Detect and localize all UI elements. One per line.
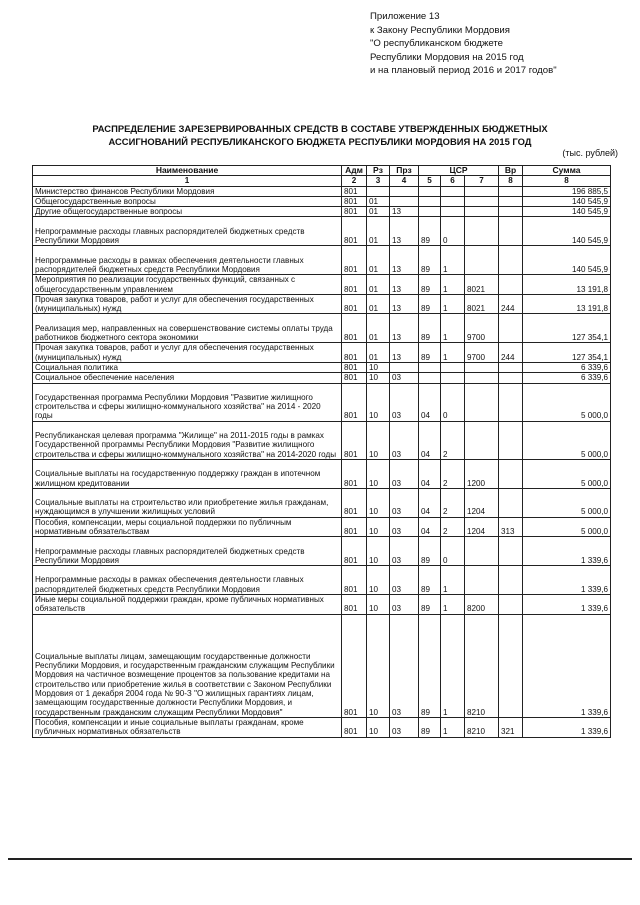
row-sum: 5 000,0 (523, 383, 611, 421)
row-adm: 801 (342, 595, 367, 615)
col-number: 6 (441, 176, 465, 186)
row-sum: 1 339,6 (523, 537, 611, 566)
table-row (33, 383, 611, 421)
row-prz (390, 196, 419, 206)
row-rz: 10 (367, 614, 390, 717)
row-vr (499, 362, 523, 372)
table-row (33, 294, 611, 314)
appendix-line: к Закону Республики Мордовия (370, 24, 510, 36)
row-name: Реализация мер, направленных на совершенствование системы оплаты труда работников бюджетного сектора экономики (33, 314, 342, 343)
table-row (33, 275, 611, 295)
table-row (33, 537, 611, 566)
col-number: 5 (419, 176, 441, 186)
row-sum: 5 000,0 (523, 488, 611, 517)
row-csr-program: 89 (419, 537, 441, 566)
row-vr: 244 (499, 294, 523, 314)
row-csr-direction: 9700 (465, 343, 499, 363)
appendix-line: Приложение 13 (370, 11, 440, 22)
row-prz: 03 (390, 421, 419, 459)
row-csr-direction (465, 207, 499, 217)
row-rz: 10 (367, 421, 390, 459)
row-sum: 1 339,6 (523, 595, 611, 615)
row-csr-program: 89 (419, 217, 441, 246)
row-vr (499, 459, 523, 488)
document-title (20, 123, 620, 148)
row-sum: 5 000,0 (523, 459, 611, 488)
table-row (33, 595, 611, 615)
row-vr (499, 537, 523, 566)
row-sum: 140 545,9 (523, 217, 611, 246)
row-rz: 10 (367, 537, 390, 566)
table-row (33, 517, 611, 537)
header-sum: Сумма (523, 166, 611, 176)
row-rz: 10 (367, 362, 390, 372)
row-adm: 801 (342, 196, 367, 206)
table-row (33, 459, 611, 488)
col-number: 8 (499, 176, 523, 186)
row-prz: 13 (390, 246, 419, 275)
table-row (33, 207, 611, 217)
row-name: Социальное обеспечение населения (33, 373, 342, 383)
row-adm: 801 (342, 566, 367, 595)
row-csr-program: 89 (419, 275, 441, 295)
row-adm: 801 (342, 517, 367, 537)
row-adm: 801 (342, 207, 367, 217)
row-adm: 801 (342, 488, 367, 517)
column-number-row (33, 176, 611, 186)
row-prz: 13 (390, 275, 419, 295)
row-vr (499, 383, 523, 421)
table-row (33, 196, 611, 206)
row-prz: 03 (390, 373, 419, 383)
row-csr-direction (465, 373, 499, 383)
row-name: Социальная политика (33, 362, 342, 372)
table-row (33, 614, 611, 717)
col-number: 4 (390, 176, 419, 186)
row-rz: 01 (367, 207, 390, 217)
table-body (33, 186, 611, 737)
row-csr-subprogram: 1 (441, 566, 465, 595)
row-csr-subprogram: 2 (441, 459, 465, 488)
row-vr (499, 314, 523, 343)
row-prz (390, 186, 419, 196)
row-csr-program (419, 196, 441, 206)
row-csr-direction (465, 566, 499, 595)
row-csr-program: 89 (419, 566, 441, 595)
row-vr (499, 566, 523, 595)
row-csr-subprogram: 1 (441, 294, 465, 314)
row-vr: 244 (499, 343, 523, 363)
row-rz: 10 (367, 517, 390, 537)
row-name: Непрограммные расходы главных распорядителей бюджетных средств Республики Мордовия (33, 217, 342, 246)
row-csr-program (419, 373, 441, 383)
header-vr: Вр (499, 166, 523, 176)
row-sum: 13 191,8 (523, 294, 611, 314)
table-row (33, 343, 611, 363)
row-vr (499, 196, 523, 206)
row-adm: 801 (342, 373, 367, 383)
row-name: Министерство финансов Республики Мордовия (33, 186, 342, 196)
header-csr: ЦСР (419, 166, 499, 176)
row-vr (499, 488, 523, 517)
title-line: АССИГНОВАНИЙ РЕСПУБЛИКАНСКОГО БЮДЖЕТА РЕСПУБЛИКИ МОРДОВИЯ НА 2015 ГОД (108, 135, 532, 147)
row-adm: 801 (342, 343, 367, 363)
table-row (33, 217, 611, 246)
row-name: Другие общегосударственные вопросы (33, 207, 342, 217)
header-adm: Адм (342, 166, 367, 176)
row-rz (367, 186, 390, 196)
row-adm: 801 (342, 217, 367, 246)
row-csr-subprogram: 0 (441, 383, 465, 421)
row-csr-program: 04 (419, 459, 441, 488)
row-prz: 03 (390, 517, 419, 537)
row-name: Социальные выплаты на государственную поддержку граждан в ипотечном жилищном кредитовании (33, 459, 342, 488)
row-adm: 801 (342, 421, 367, 459)
row-csr-direction: 8210 (465, 717, 499, 737)
row-name: Пособия, компенсации, меры социальной поддержки по публичным нормативным обязательствам (33, 517, 342, 537)
row-vr (499, 421, 523, 459)
row-csr-subprogram: 1 (441, 275, 465, 295)
row-csr-direction: 1204 (465, 517, 499, 537)
row-csr-program: 89 (419, 246, 441, 275)
row-csr-subprogram: 2 (441, 421, 465, 459)
row-vr (499, 614, 523, 717)
row-adm: 801 (342, 275, 367, 295)
row-rz: 10 (367, 459, 390, 488)
row-csr-subprogram (441, 362, 465, 372)
row-vr: 321 (499, 717, 523, 737)
row-csr-direction (465, 362, 499, 372)
row-name: Прочая закупка товаров, работ и услуг для обеспечения государственных (муниципальных) нужд (33, 294, 342, 314)
row-prz: 03 (390, 717, 419, 737)
row-csr-subprogram (441, 373, 465, 383)
row-sum: 13 191,8 (523, 275, 611, 295)
table-row (33, 362, 611, 372)
row-name: Социальные выплаты на строительство или приобретение жилья гражданам, нуждающимся в улучшении жилищных условий (33, 488, 342, 517)
row-prz: 03 (390, 566, 419, 595)
row-adm: 801 (342, 614, 367, 717)
row-rz: 01 (367, 343, 390, 363)
row-prz: 13 (390, 314, 419, 343)
row-sum: 1 339,6 (523, 717, 611, 737)
title-line: РАСПРЕДЕЛЕНИЕ ЗАРЕЗЕРВИРОВАННЫХ СРЕДСТВ В СОСТАВЕ УТВЕРЖДЕННЫХ БЮДЖЕТНЫХ (92, 123, 548, 134)
row-csr-direction: 9700 (465, 314, 499, 343)
row-vr: 313 (499, 517, 523, 537)
row-csr-direction (465, 196, 499, 206)
header-rz: Рз (367, 166, 390, 176)
row-prz: 03 (390, 537, 419, 566)
row-sum: 140 545,9 (523, 246, 611, 275)
row-csr-subprogram: 2 (441, 517, 465, 537)
row-adm: 801 (342, 537, 367, 566)
row-csr-program: 89 (419, 314, 441, 343)
row-prz: 03 (390, 595, 419, 615)
row-sum: 5 000,0 (523, 421, 611, 459)
row-rz: 10 (367, 595, 390, 615)
row-name: Пособия, компенсации и иные социальные выплаты гражданам, кроме публичных нормативных обязательств (33, 717, 342, 737)
row-adm: 801 (342, 717, 367, 737)
row-csr-subprogram: 1 (441, 246, 465, 275)
table-header-row (33, 166, 611, 176)
row-csr-program: 04 (419, 383, 441, 421)
row-csr-subprogram (441, 196, 465, 206)
appendix-line: Республики Мордовия на 2015 год (370, 51, 524, 63)
row-prz: 03 (390, 383, 419, 421)
row-adm: 801 (342, 383, 367, 421)
appendix-note (370, 10, 557, 78)
row-prz (390, 362, 419, 372)
row-csr-direction (465, 421, 499, 459)
row-csr-direction: 8200 (465, 595, 499, 615)
row-sum: 140 545,9 (523, 207, 611, 217)
row-rz: 10 (367, 566, 390, 595)
table-row (33, 717, 611, 737)
row-prz: 13 (390, 294, 419, 314)
row-prz: 03 (390, 488, 419, 517)
header-name: Наименование (33, 166, 342, 176)
row-csr-program: 89 (419, 614, 441, 717)
row-prz: 03 (390, 614, 419, 717)
row-prz: 13 (390, 207, 419, 217)
row-csr-subprogram: 1 (441, 717, 465, 737)
row-csr-program (419, 362, 441, 372)
row-csr-subprogram (441, 207, 465, 217)
row-csr-program: 04 (419, 517, 441, 537)
row-vr (499, 207, 523, 217)
row-sum: 196 885,5 (523, 186, 611, 196)
row-vr (499, 246, 523, 275)
row-sum: 127 354,1 (523, 343, 611, 363)
table-row (33, 314, 611, 343)
col-number: 1 (33, 176, 342, 186)
row-csr-subprogram: 1 (441, 614, 465, 717)
table-row (33, 246, 611, 275)
row-sum: 140 545,9 (523, 196, 611, 206)
row-vr (499, 217, 523, 246)
row-csr-program: 04 (419, 488, 441, 517)
row-rz: 10 (367, 717, 390, 737)
row-csr-direction (465, 246, 499, 275)
row-adm: 801 (342, 294, 367, 314)
row-vr (499, 595, 523, 615)
row-csr-program (419, 207, 441, 217)
row-name: Непрограммные расходы в рамках обеспечения деятельности главных распорядителей бюджетных средств Республики Мордовия (33, 566, 342, 595)
row-csr-direction (465, 537, 499, 566)
row-sum: 6 339,6 (523, 362, 611, 372)
row-rz: 01 (367, 314, 390, 343)
row-rz: 10 (367, 383, 390, 421)
row-vr (499, 186, 523, 196)
row-csr-direction: 1204 (465, 488, 499, 517)
row-name: Общегосударственные вопросы (33, 196, 342, 206)
row-csr-program: 04 (419, 421, 441, 459)
row-sum: 5 000,0 (523, 517, 611, 537)
row-csr-subprogram: 1 (441, 343, 465, 363)
row-csr-subprogram: 1 (441, 595, 465, 615)
table-row (33, 186, 611, 196)
row-prz: 03 (390, 459, 419, 488)
header-prz: Прз (390, 166, 419, 176)
row-csr-subprogram: 2 (441, 488, 465, 517)
row-rz: 10 (367, 488, 390, 517)
table-row (33, 566, 611, 595)
row-csr-direction: 8021 (465, 294, 499, 314)
col-number: 8 (523, 176, 611, 186)
row-csr-direction: 8021 (465, 275, 499, 295)
row-name: Республиканская целевая программа "Жилище" на 2011-2015 годы в рамках Государственной программы Республики Мордовия "Развитие жилищного строительства и сферы жилищно-коммунального хозяйства" на 2014-2020 годы (33, 421, 342, 459)
appendix-line: и на плановый период 2016 и 2017 годов" (370, 65, 557, 77)
row-name: Социальные выплаты лицам, замещающим государственные должности Республики Мордовия, и государственным гражданским служащим Республики Мордовия на частичное возмещение процентов за пользование кредитами на строительство или приобретение жилья в соответствии с Законом Республики Мордовия от 1 декабря 2004 года № 90-З "О жилищных гарантиях лицам, замещающим государственные должности Республики Мордовия, и государственным гражданским служащим Республики Мордовия" (33, 614, 342, 717)
row-rz: 01 (367, 246, 390, 275)
row-adm: 801 (342, 246, 367, 275)
row-vr (499, 275, 523, 295)
row-adm: 801 (342, 362, 367, 372)
row-csr-direction (465, 383, 499, 421)
table-row (33, 488, 611, 517)
row-adm: 801 (342, 459, 367, 488)
row-sum: 1 339,6 (523, 566, 611, 595)
row-name: Мероприятия по реализации государственных функций, связанных с общегосударственным управлением (33, 275, 342, 295)
row-csr-direction (465, 186, 499, 196)
col-number: 2 (342, 176, 367, 186)
col-number: 3 (367, 176, 390, 186)
appendix-line: "О республиканском бюджете (370, 38, 503, 50)
row-csr-program (419, 186, 441, 196)
row-sum: 6 339,6 (523, 373, 611, 383)
row-name: Иные меры социальной поддержки граждан, кроме публичных нормативных обязательств (33, 595, 342, 615)
page-bottom-rule (8, 858, 632, 860)
col-number: 7 (465, 176, 499, 186)
row-csr-subprogram: 0 (441, 217, 465, 246)
row-csr-subprogram (441, 186, 465, 196)
row-rz: 10 (367, 373, 390, 383)
row-rz: 01 (367, 196, 390, 206)
row-name: Непрограммные расходы в рамках обеспечения деятельности главных распорядителей бюджетных средств Республики Мордовия (33, 246, 342, 275)
row-vr (499, 373, 523, 383)
row-rz: 01 (367, 217, 390, 246)
row-name: Непрограммные расходы главных распорядителей бюджетных средств Республики Мордовия (33, 537, 342, 566)
row-csr-subprogram: 0 (441, 537, 465, 566)
row-adm: 801 (342, 186, 367, 196)
row-rz: 01 (367, 294, 390, 314)
row-sum: 1 339,6 (523, 614, 611, 717)
row-adm: 801 (342, 314, 367, 343)
row-name: Государственная программа Республики Мордовия "Развитие жилищного строительства и сферы жилищно-коммунального хозяйства" на 2014 - 2020 годы (33, 383, 342, 421)
table-row (33, 421, 611, 459)
row-prz: 13 (390, 343, 419, 363)
budget-table (32, 165, 611, 738)
row-csr-program: 89 (419, 343, 441, 363)
row-csr-program: 89 (419, 294, 441, 314)
row-csr-direction: 1200 (465, 459, 499, 488)
row-csr-direction (465, 217, 499, 246)
row-rz: 01 (367, 275, 390, 295)
row-prz: 13 (390, 217, 419, 246)
row-csr-program: 89 (419, 595, 441, 615)
units-label: (тыс. рублей) (562, 148, 618, 158)
row-csr-subprogram: 1 (441, 314, 465, 343)
row-csr-direction: 8210 (465, 614, 499, 717)
table-row (33, 373, 611, 383)
row-csr-program: 89 (419, 717, 441, 737)
row-name: Прочая закупка товаров, работ и услуг для обеспечения государственных (муниципальных) нужд (33, 343, 342, 363)
row-sum: 127 354,1 (523, 314, 611, 343)
